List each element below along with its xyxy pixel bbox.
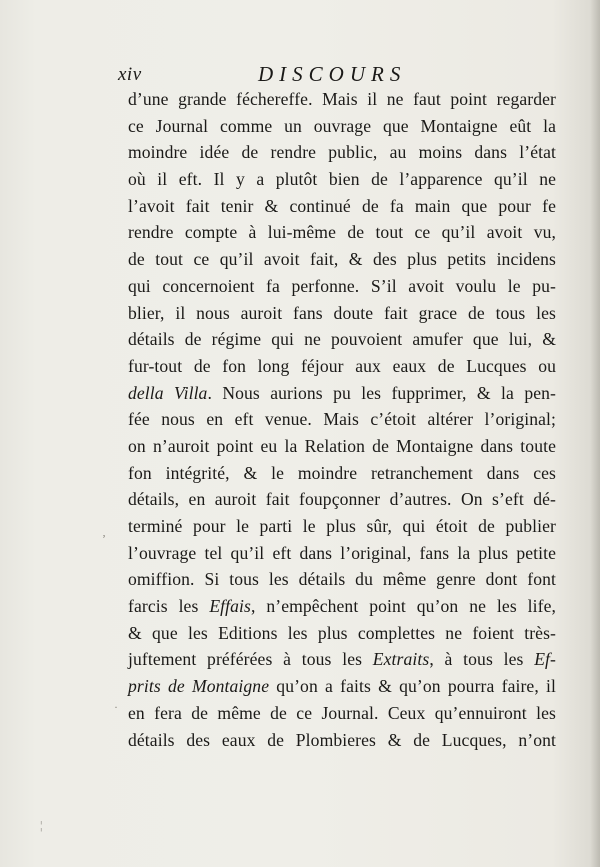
- running-title: DISCOURS: [258, 62, 407, 86]
- text-line: [128, 326, 556, 353]
- page-number: xiv: [118, 64, 142, 85]
- italic-text: Effais: [209, 596, 251, 617]
- text-segment: qu’on a faits & qu’on pourra faire, il: [269, 676, 557, 697]
- text-line: [128, 406, 556, 433]
- text-line: [128, 700, 556, 727]
- text-line: [128, 566, 556, 593]
- text-line: [128, 219, 556, 246]
- body-text: [128, 86, 556, 753]
- paper-speck: ʼ: [102, 532, 106, 546]
- text-segment: & que les Editions les plus complettes ne foient très-: [128, 622, 556, 643]
- text-segment: l’ouvrage tel qu’il eft dans l’original, fans la plus petite: [128, 542, 556, 563]
- text-line: [128, 139, 556, 166]
- italic-text: Extraits: [372, 649, 430, 670]
- text-line: [128, 113, 556, 140]
- text-segment: détails de régime qui ne pouvoient amufer que lui, &: [128, 329, 556, 350]
- text-line: [128, 593, 556, 620]
- text-segment: en fera de même de ce Journal. Ceux qu’ennuiront les: [128, 702, 556, 723]
- text-segment: détails, en auroit fait foupçonner d’autres. On s’eft dé-: [128, 489, 556, 510]
- paper-speck: ·: [114, 700, 118, 714]
- text-line: [128, 380, 556, 407]
- italic-text: Ef-: [534, 649, 556, 670]
- text-segment: où il eft. Il y a plutôt bien de l’apparence qu’il ne: [128, 169, 556, 190]
- paper-speck: ¦: [40, 818, 43, 832]
- text-segment: d’une grande féchereffe. Mais il ne faut point regarder: [128, 89, 556, 109]
- text-segment: , à tous les: [429, 649, 535, 670]
- text-segment: terminé pour le parti le plus sûr, qui étoit de publier: [128, 516, 556, 536]
- text-line: [128, 460, 556, 487]
- text-segment: , n’empêchent point qu’on ne les life,: [250, 596, 556, 617]
- text-line: [128, 353, 556, 380]
- text-segment: juftement préférées à tous les: [128, 649, 373, 670]
- text-line: [128, 727, 556, 754]
- page-edge-shadow: [590, 0, 600, 867]
- text-segment: fon intégrité, & le moindre retranchement dans ces: [128, 462, 556, 483]
- italic-text: prits de Montaigne: [128, 676, 270, 697]
- text-line: [128, 673, 556, 700]
- text-segment: l’avoit fait tenir & continué de fa main que pour fe: [128, 195, 556, 216]
- text-segment: qui concernoient fa perfonne. S’il avoit voulu le pu-: [128, 275, 556, 296]
- text-segment: on n’auroit point eu la Relation de Montaigne dans toute: [128, 435, 556, 456]
- text-segment: omiffion. Si tous les détails du même genre dont font: [128, 569, 556, 590]
- text-segment: farcis les: [128, 596, 210, 617]
- text-line: [128, 246, 556, 273]
- text-line: [128, 193, 556, 220]
- text-segment: ce Journal comme un ouvrage que Montaigne eût la: [128, 115, 556, 136]
- text-line: [128, 86, 556, 113]
- text-segment: rendre compte à lui-même de tout ce qu’il avoit vu,: [128, 222, 556, 243]
- text-segment: fur-tout de fon long féjour aux eaux de Lucques ou: [128, 355, 556, 376]
- text-line: [128, 486, 556, 513]
- text-line: [128, 540, 556, 567]
- text-segment: . Nous aurions pu les fupprimer, & la pen-: [207, 382, 556, 403]
- running-head: [118, 62, 558, 88]
- text-line: [128, 513, 556, 540]
- text-line: [128, 300, 556, 327]
- text-segment: blier, il nous auroit fans doute fait grace de tous les: [128, 302, 556, 323]
- text-segment: de tout ce qu’il avoit fait, & des plus petits incidens: [128, 249, 556, 270]
- text-line: [128, 273, 556, 300]
- italic-text: della Villa: [128, 382, 208, 403]
- text-segment: fée nous en eft venue. Mais c’étoit altérer l’original;: [128, 409, 556, 430]
- text-line: [128, 620, 556, 647]
- text-segment: moindre idée de rendre public, au moins dans l’état: [128, 142, 556, 163]
- text-line: [128, 646, 556, 673]
- text-line: [128, 166, 556, 193]
- text-segment: détails des eaux de Plombieres & de Lucques, n’ont: [128, 729, 556, 750]
- text-line: [128, 433, 556, 460]
